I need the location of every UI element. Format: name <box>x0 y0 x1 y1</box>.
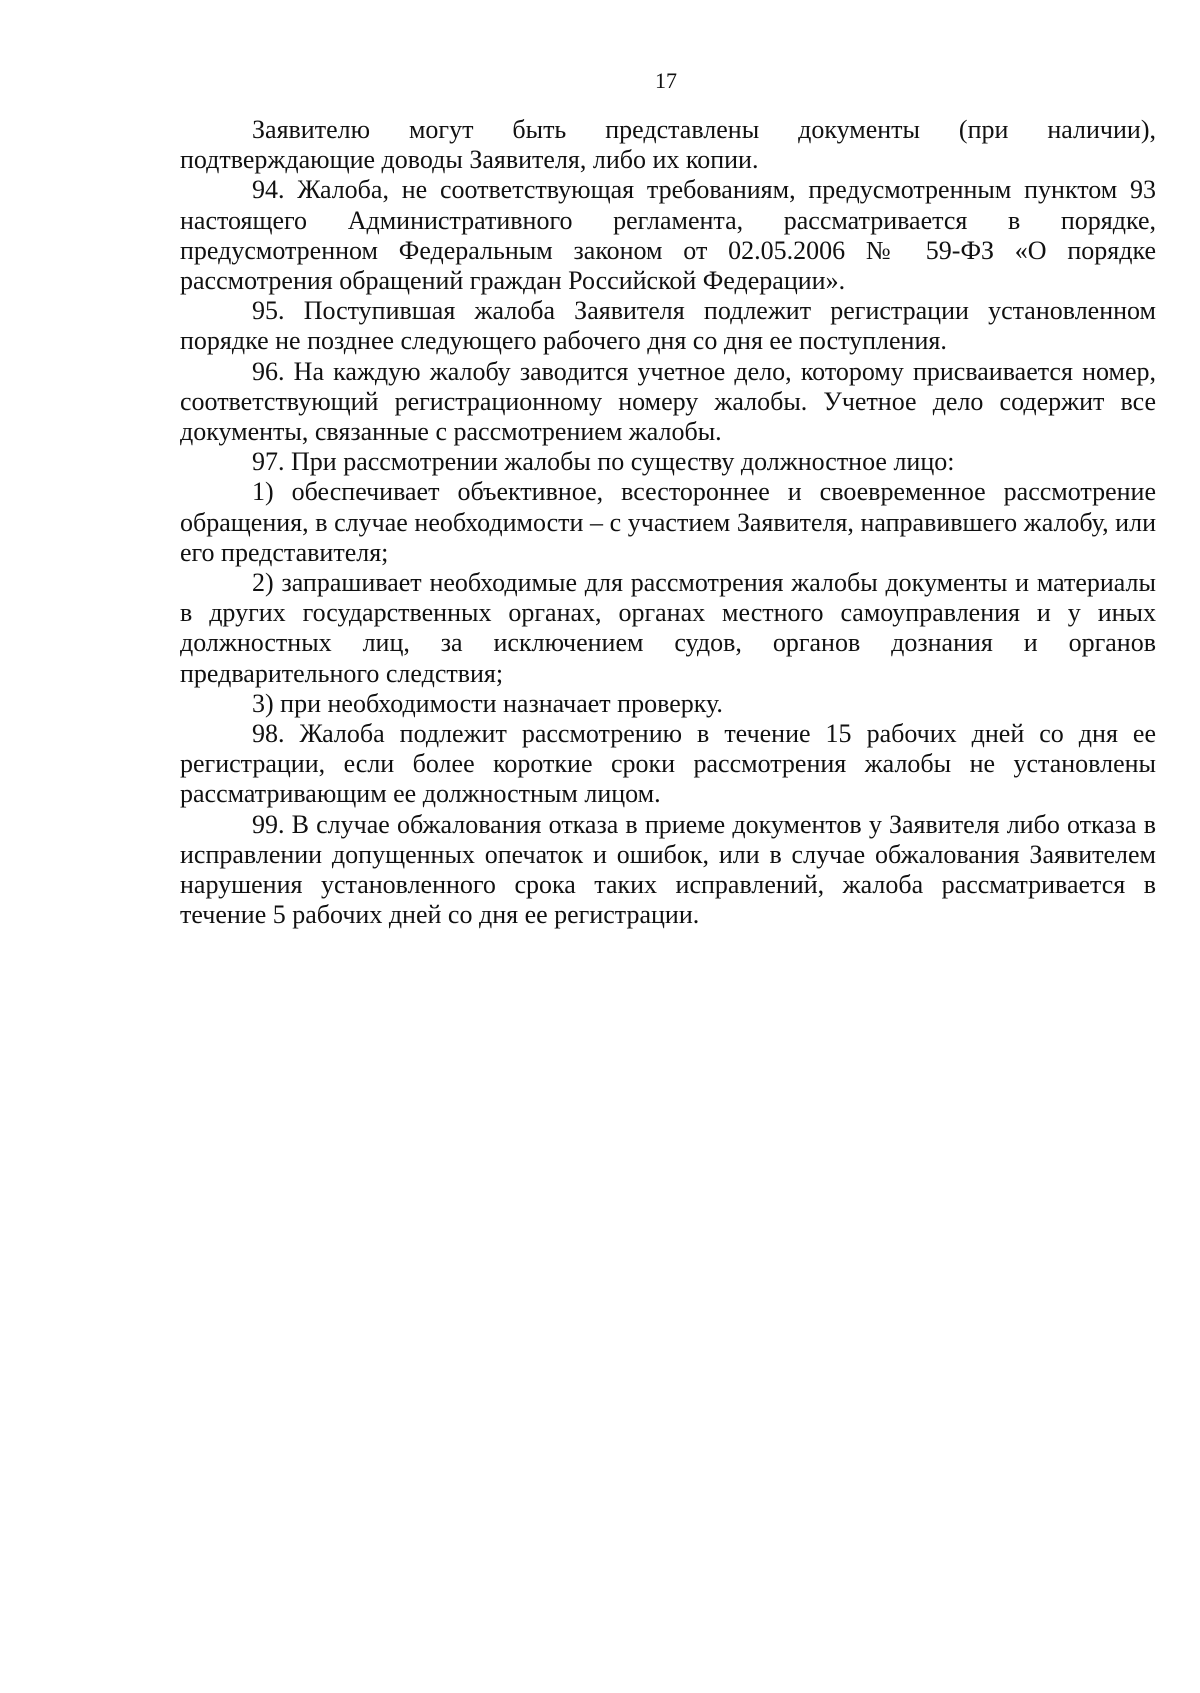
document-body <box>180 115 1156 930</box>
paragraph-97-item-2: 2) запрашивает необходимые для рассмотрения жалобы документы и материалы в других государственных органах, органах местного самоуправления и у иных должностных лиц, за исключением судов, органов дознания и органов предварительного следствия; <box>180 568 1156 688</box>
paragraph-97-item-1: 1) обеспечивает объективное, всестороннее и своевременное рассмотрение обращения, в случае необходимости – с участием Заявителя, направившего жалобу, или его представителя; <box>180 477 1156 567</box>
paragraph-94: 94. Жалоба, не соответствующая требованиям, предусмотренным пунктом 93 настоящего Административного регламента, рассматривается в порядке, предусмотренном Федеральным законом от 02.05.2006 № 59-ФЗ «О порядке рассмотрения обращений граждан Российской Федерации». <box>180 175 1156 296</box>
paragraph-97: 97. При рассмотрении жалобы по существу должностное лицо: <box>252 447 955 477</box>
paragraph-97-item-3: 3) при необходимости назначает проверку. <box>252 688 723 718</box>
paragraph-continuation: Заявителю могут быть представлены документы (при наличии), подтверждающие доводы Заявителя, либо их копии. <box>180 115 1156 175</box>
paragraph-98: 98. Жалоба подлежит рассмотрению в течение 15 рабочих дней со дня ее регистрации, если более короткие сроки рассмотрения жалобы не установлены рассматривающим ее должностным лицом. <box>180 719 1156 809</box>
page-number: 17 <box>655 68 677 93</box>
paragraph-99: 99. В случае обжалования отказа в приеме документов у Заявителя либо отказа в исправлении допущенных опечаток и ошибок, или в случае обжалования Заявителем нарушения установленного срока таких исправлений, жалоба рассматривается в течение 5 рабочих дней со дня ее регистрации. <box>180 809 1156 930</box>
paragraph-96: 96. На каждую жалобу заводится учетное дело, которому присваивается номер, соответствующий регистрационному номеру жалобы. Учетное дело содержит все документы, связанные с рассмотрением жалобы. <box>180 356 1156 447</box>
paragraph-95: 95. Поступившая жалоба Заявителя подлежит регистрации установленном порядке не позднее следующего рабочего дня со дня ее поступления. <box>180 296 1156 356</box>
